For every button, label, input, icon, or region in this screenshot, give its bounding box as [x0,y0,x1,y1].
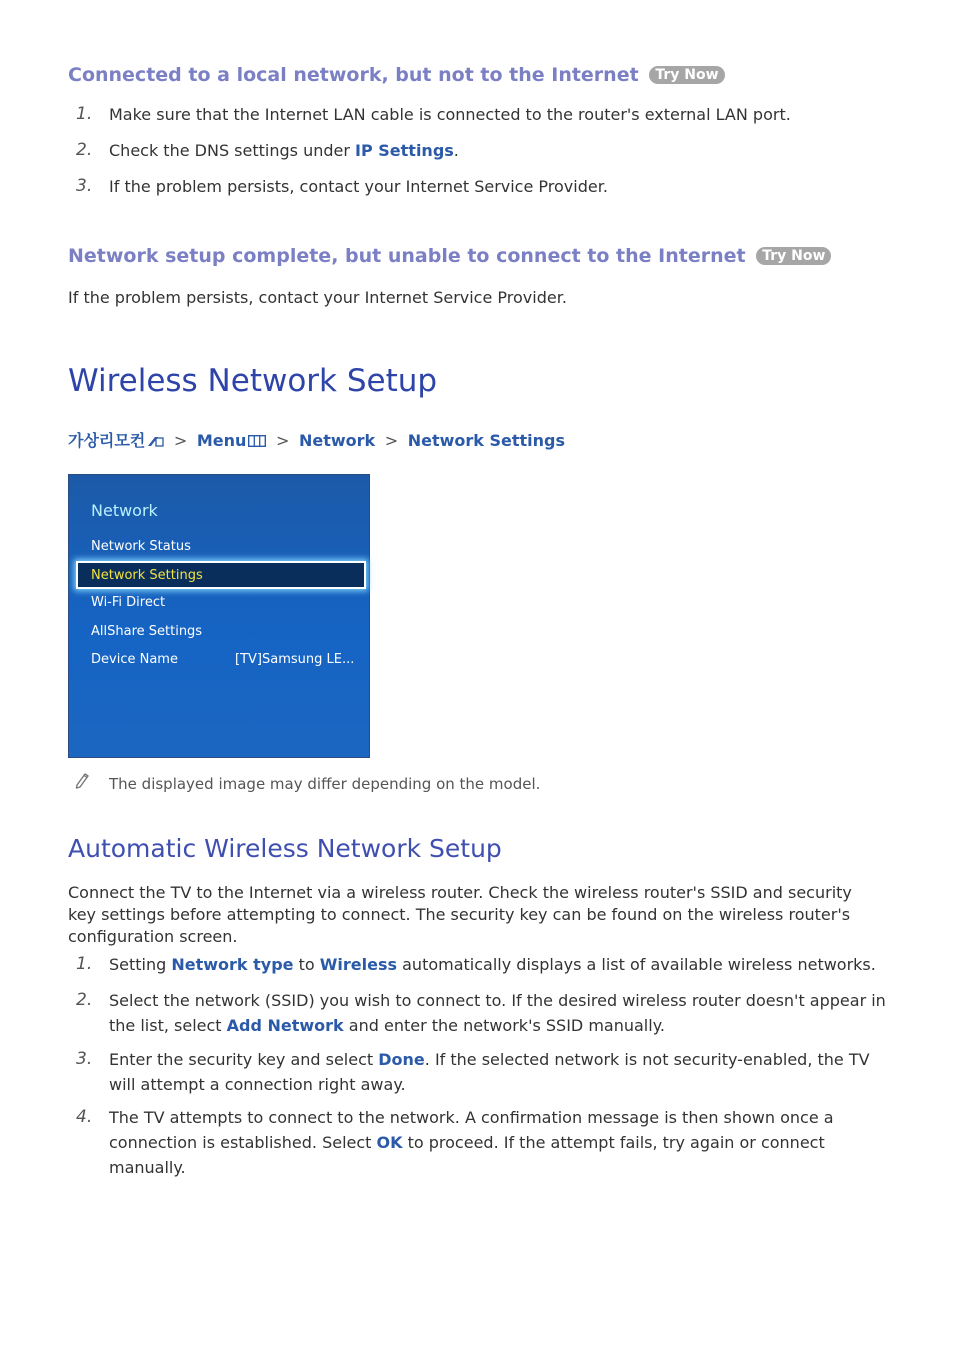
network-type-link[interactable]: Network type [171,955,294,974]
section-heading-automatic-setup: Automatic Wireless Network Setup [68,834,502,863]
try-now-button[interactable]: Try Now [649,66,724,84]
add-network-link[interactable]: Add Network [226,1016,344,1035]
list-item: 2. Check the DNS settings under IP Settings. [76,140,459,160]
list-item: 1. Setting Network type to Wireless automatically displays a list of available wireless networks. [76,954,876,974]
try-now-button[interactable]: Try Now [756,247,831,265]
list-item: 3. Enter the security key and select Done. If the selected network is not security-enabled, the TV will attempt a connection right away. [76,1049,870,1094]
breadcrumb-remote[interactable]: 가상리모컨 [68,431,164,450]
remote-icon [147,432,164,444]
note: The displayed image may differ depending on the model. [68,771,540,793]
ok-link[interactable]: OK [376,1133,403,1152]
list-item: 1. Make sure that the Internet LAN cable is connected to the router's external LAN port. [76,104,791,124]
tv-menu-title: Network [91,501,158,520]
list-item: 2. Select the network (SSID) you wish to connect to. If the desired wireless router doesn't appear in the list, select Add Network and enter the network's SSID manually. [76,990,886,1035]
done-link[interactable]: Done [378,1050,425,1069]
breadcrumb-network-settings[interactable]: Network Settings [407,431,566,450]
wireless-link[interactable]: Wireless [319,955,398,974]
pencil-icon [74,771,94,793]
breadcrumb-menu[interactable]: Menu [197,431,267,450]
list-item: 4. The TV attempts to connect to the network. A confirmation message is then shown once a connection is established. Select OK to proceed. If the attempt fails, try again or connect manually. [76,1107,834,1177]
breadcrumb-network[interactable]: Network [298,431,376,450]
ip-settings-link[interactable]: IP Settings [355,141,454,160]
tv-menu-item-network-status: Network Status [91,539,191,554]
tv-menu-item-wifi-direct: Wi-Fi Direct [91,595,166,610]
body-text: If the problem persists, contact your Internet Service Provider. [68,288,567,307]
page-title: Wireless Network Setup [68,363,438,399]
section-heading-local-network: Connected to a local network, but not to the Internet Try Now [68,64,725,86]
tv-menu-item-network-settings-selected: Network Settings [76,561,366,589]
list-item: 3. If the problem persists, contact your Internet Service Provider. [76,176,608,196]
tv-menu-screenshot [68,474,370,758]
tv-menu-item-device-name: Device Name [91,652,178,667]
section-heading-setup-complete: Network setup complete, but unable to connect to the Internet Try Now [68,245,831,267]
breadcrumb: 가상리모컨 > Menu > Network > Network Settings [68,431,566,450]
tv-menu-item-allshare-settings: AllShare Settings [91,624,203,639]
body-text: Connect the TV to the Internet via a wireless router. Check the wireless router's SSID and security key settings before attempting to connect. The security key can be found on the wireless router's configuration screen. [68,883,852,946]
menu-icon [248,432,266,444]
tv-menu-device-name-value: [TV]Samsung LE... [235,652,355,667]
